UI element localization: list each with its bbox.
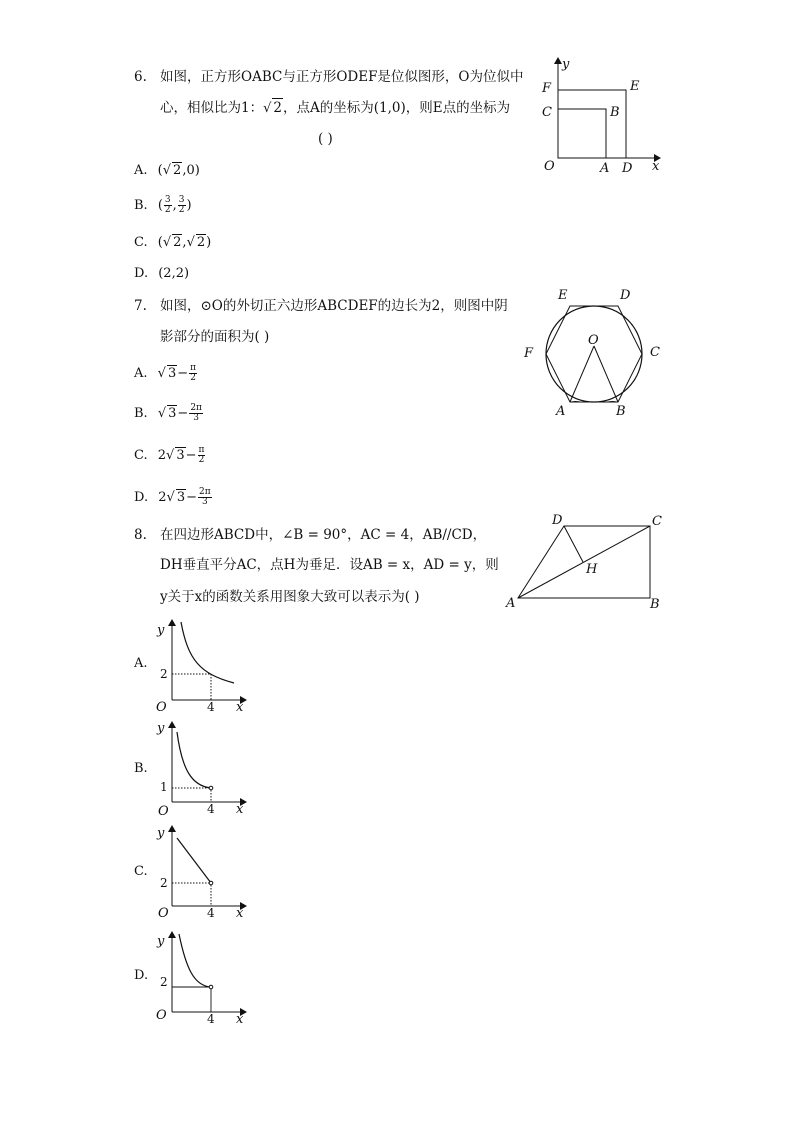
label-D: D <box>622 161 633 176</box>
segment-dh <box>564 526 583 562</box>
fraction: $\frac{2\pi}{3}$ <box>199 487 211 507</box>
option-radicand: 3 <box>168 406 177 421</box>
label-O: O <box>588 333 599 348</box>
y-tick-label: 1 <box>160 780 168 794</box>
option-text: ( <box>157 235 163 250</box>
x-tick-label: 4 <box>207 906 215 920</box>
q7-hexagon-figure <box>520 284 668 422</box>
q6-option-d[interactable] <box>134 266 189 281</box>
minus-sign: − <box>185 448 197 463</box>
square-oabc <box>558 109 606 158</box>
open-endpoint <box>209 985 213 989</box>
option-text: , <box>182 235 187 250</box>
q7-option-a[interactable]: A. √ 3− $\frac{\pi}{2}$ <box>134 363 197 383</box>
label-D: D <box>620 288 631 303</box>
label-y: y <box>157 826 165 841</box>
label-O: O <box>544 159 555 174</box>
x-tick-label: 4 <box>207 1012 215 1026</box>
label-y: y <box>157 721 165 736</box>
option-text: (2,2) <box>158 266 190 281</box>
fraction: $\frac{\pi}{2}$ <box>198 445 205 465</box>
y-tick-label: 2 <box>160 876 168 890</box>
option-radicand: 3 <box>167 366 177 381</box>
q7-option-c[interactable]: C. 2√ 3− $\frac{\pi}{2}$ <box>134 445 205 465</box>
question-7-line-2: 影部分的面积为( ) <box>160 329 270 345</box>
question-6-line-2-part-c: ，点A的坐标为(1,0)，则E点的坐标为 <box>282 100 511 116</box>
question-8-line-1: 在四边形ABCD中，∠B = 90°，AC = 4，AB//CD， <box>160 527 487 543</box>
question-7-line-1: 如图，⊙O的外切正六边形ABCDEF的边长为2，则图中阴 <box>160 298 508 314</box>
q8-option-b-graph[interactable] <box>152 718 252 818</box>
y-tick-label: 2 <box>160 667 168 681</box>
option-letter: B. <box>134 406 148 421</box>
question-6-number: 6. <box>134 69 147 85</box>
label-D: D <box>552 513 563 528</box>
x-tick-label: 4 <box>207 700 215 714</box>
x-tick-label: 4 <box>207 802 215 816</box>
option-text: ) <box>186 198 192 213</box>
label-A: A <box>556 404 566 419</box>
option-text: ( <box>157 198 163 213</box>
line-segment <box>177 838 211 883</box>
option-letter: D. <box>134 490 149 505</box>
inscribed-circle <box>546 306 642 402</box>
minus-sign: − <box>177 366 189 381</box>
label-origin: O <box>158 804 169 818</box>
sqrt-two: 2 <box>273 100 282 116</box>
label-y: y <box>157 623 165 638</box>
question-6-line-2-part-a: 心，相似比为1： <box>160 100 264 116</box>
diagonal-ac <box>518 526 650 598</box>
label-B: B <box>650 597 660 612</box>
minus-sign: − <box>177 406 189 421</box>
option-coefficient: 2 <box>157 448 167 463</box>
label-origin: O <box>156 700 167 714</box>
q8-option-c-letter[interactable]: C. <box>134 864 148 879</box>
option-coefficient: 2 <box>158 490 167 505</box>
q6-coordinate-figure <box>536 54 666 178</box>
option-text: ( <box>157 163 163 178</box>
minus-sign: − <box>186 490 197 505</box>
option-letter: D. <box>134 266 149 281</box>
square-odef <box>558 90 626 158</box>
q8-option-c-graph[interactable] <box>152 822 252 922</box>
label-E: E <box>558 288 568 303</box>
q8-option-a-letter[interactable]: A. <box>134 656 148 671</box>
option-letter: A. <box>134 366 148 381</box>
label-C: C <box>652 514 662 529</box>
hyperbola-curve <box>181 622 234 683</box>
label-A: A <box>506 596 516 611</box>
q8-option-d-graph[interactable] <box>152 928 252 1028</box>
fraction: $\frac{3}{2}$ <box>178 195 185 215</box>
q8-option-d-letter[interactable]: D. <box>134 968 149 983</box>
option-radicand: 3 <box>176 448 185 463</box>
option-text: , <box>172 198 177 213</box>
label-x: x <box>236 1012 244 1027</box>
label-origin: O <box>156 1008 167 1023</box>
fraction: $\frac{2\pi}{3}$ <box>190 403 202 423</box>
label-E: E <box>630 79 640 94</box>
label-B: B <box>610 105 620 120</box>
option-radicand: 2 <box>196 235 206 250</box>
hyperbola-curve <box>177 732 211 788</box>
label-H: H <box>586 562 598 577</box>
option-letter: B. <box>134 198 148 213</box>
question-8-line-2: DH垂直平分AC，点H为垂足．设AB = x，AD = y，则 <box>160 557 499 573</box>
label-y: y <box>562 57 570 72</box>
question-6-answer-paren: ( ) <box>318 131 333 147</box>
option-radicand: 2 <box>173 235 182 250</box>
open-endpoint <box>209 881 213 885</box>
q8-option-a-graph[interactable] <box>152 616 252 714</box>
option-text: ,0) <box>182 163 200 178</box>
q6-option-a[interactable]: A. (√ 2,0) <box>134 163 200 178</box>
question-6-line-1: 如图，正方形OABC与正方形ODEF是位似图形，O为位似中 <box>160 69 524 85</box>
label-x: x <box>236 906 244 921</box>
label-F: F <box>524 346 534 361</box>
question-7-number: 7. <box>134 298 147 314</box>
y-tick-label: 2 <box>160 975 168 989</box>
fraction: $\frac{3}{2}$ <box>164 195 171 215</box>
label-F: F <box>542 81 552 96</box>
label-y: y <box>157 934 165 949</box>
question-8-number: 8. <box>134 527 147 543</box>
q6-option-b[interactable] <box>134 196 192 215</box>
label-x: x <box>236 802 244 817</box>
option-letter: A. <box>134 163 148 178</box>
q8-quadrilateral-figure <box>502 512 672 612</box>
segment-ob <box>594 346 618 402</box>
q7-option-d[interactable]: D. 2√ 3− $\frac{2\pi}{3}$ <box>134 487 211 507</box>
label-B: B <box>616 404 626 419</box>
option-radicand: 2 <box>173 163 182 178</box>
q7-option-b[interactable]: B. √ 3− $\frac{2\pi}{3}$ <box>134 403 202 423</box>
option-letter: C. <box>134 235 148 250</box>
hyperbola-curve <box>179 934 211 987</box>
question-6-line-2: 心，相似比为1：√ 2，点A的坐标为(1,0)，则E点的坐标为 <box>160 100 511 116</box>
q8-option-b-letter[interactable]: B. <box>134 761 148 776</box>
label-origin: O <box>158 906 169 921</box>
fraction: $\frac{\pi}{2}$ <box>190 363 197 383</box>
option-text: ) <box>206 235 212 250</box>
segment-oa <box>570 346 594 402</box>
option-radicand: 3 <box>176 490 186 505</box>
q6-option-c[interactable]: C. (√ 2,√ 2) <box>134 235 212 250</box>
question-8-line-3: y关于x的函数关系用图象大致可以表示为( ) <box>160 589 420 605</box>
label-A: A <box>600 161 610 176</box>
label-x: x <box>236 700 244 714</box>
option-letter: C. <box>134 448 148 463</box>
label-C: C <box>542 105 552 120</box>
label-x: x <box>652 159 660 174</box>
label-C: C <box>650 345 660 360</box>
open-endpoint <box>209 786 213 790</box>
